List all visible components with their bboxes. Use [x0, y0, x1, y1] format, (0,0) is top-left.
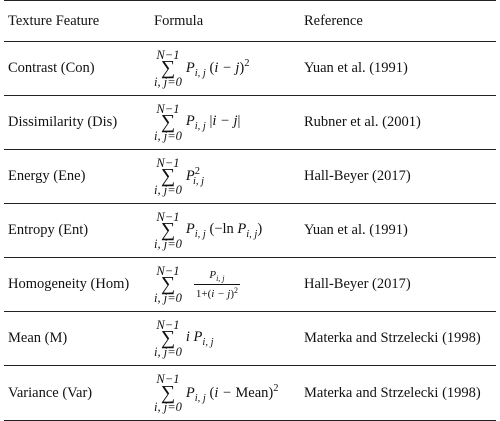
summation: N−1 ∑ i, j=0: [154, 263, 182, 305]
reference: Materka and Strzelecki (1998): [304, 312, 496, 366]
formula-mean: N−1 ∑ i, j=0 i $P_{i, j}$: [154, 317, 214, 359]
reference: Hall-Beyer (2017): [304, 258, 496, 312]
formula-contrast: N−1 ∑ i, j=0 $P_{i, j}$ $(i - j)^2$: [154, 47, 250, 89]
summation: N−1 ∑ i, j=0: [154, 209, 182, 251]
formula-homogeneity: [154, 265, 304, 305]
table-row: [4, 96, 496, 150]
summation: N−1 ∑ i, j=0: [154, 372, 182, 414]
table-header-row: [4, 1, 496, 42]
header-formula: Formula: [154, 1, 304, 42]
formula-energy: N−1 ∑ i, j=0 $P^2_{i, j}$: [154, 155, 205, 197]
feature-name: Variance (Var): [4, 366, 154, 421]
header-texture-feature: Texture Feature: [4, 1, 154, 42]
fraction: $\frac{P_{i, j}}{1+(i - j)^2}$: [195, 269, 238, 300]
summation: N−1 ∑ i, j=0: [154, 317, 182, 359]
feature-name: Homogeneity (Hom): [4, 258, 154, 312]
table-row: [4, 150, 496, 204]
feature-name: Entropy (Ent): [4, 204, 154, 258]
feature-name: Mean (M): [4, 312, 154, 366]
feature-name: Contrast (Con): [4, 42, 154, 96]
formula-variance: N−1 ∑ i, j=0 $P_{i, j}$ (i − Mean)$^2$: [154, 372, 279, 414]
formula-entropy: N−1 ∑ i, j=0 $P_{i, j}$ (−ln $P_{i, j}$): [154, 209, 263, 251]
table-row: [4, 42, 496, 96]
summation: N−1 ∑ i, j=0: [154, 155, 182, 197]
feature-name: Energy (Ene): [4, 150, 154, 204]
table-row: [4, 258, 496, 312]
feature-name: Dissimilarity (Dis): [4, 96, 154, 150]
reference: Hall-Beyer (2017): [304, 150, 496, 204]
summation: N−1 ∑ i, j=0: [154, 101, 182, 143]
reference: Materka and Strzelecki (1998): [304, 366, 496, 421]
header-reference: Reference: [304, 1, 496, 42]
table-row: [4, 366, 496, 421]
reference: Rubner et al. (2001): [304, 96, 496, 150]
reference: Yuan et al. (1991): [304, 204, 496, 258]
reference: Yuan et al. (1991): [304, 42, 496, 96]
table-row: [4, 204, 496, 258]
texture-feature-table: [4, 0, 496, 421]
table-row: [4, 312, 496, 366]
formula-dissimilarity: N−1 ∑ i, j=0 $P_{i, j}$ |i − j|: [154, 101, 241, 143]
summation: N−1 ∑ i, j=0: [154, 47, 182, 89]
